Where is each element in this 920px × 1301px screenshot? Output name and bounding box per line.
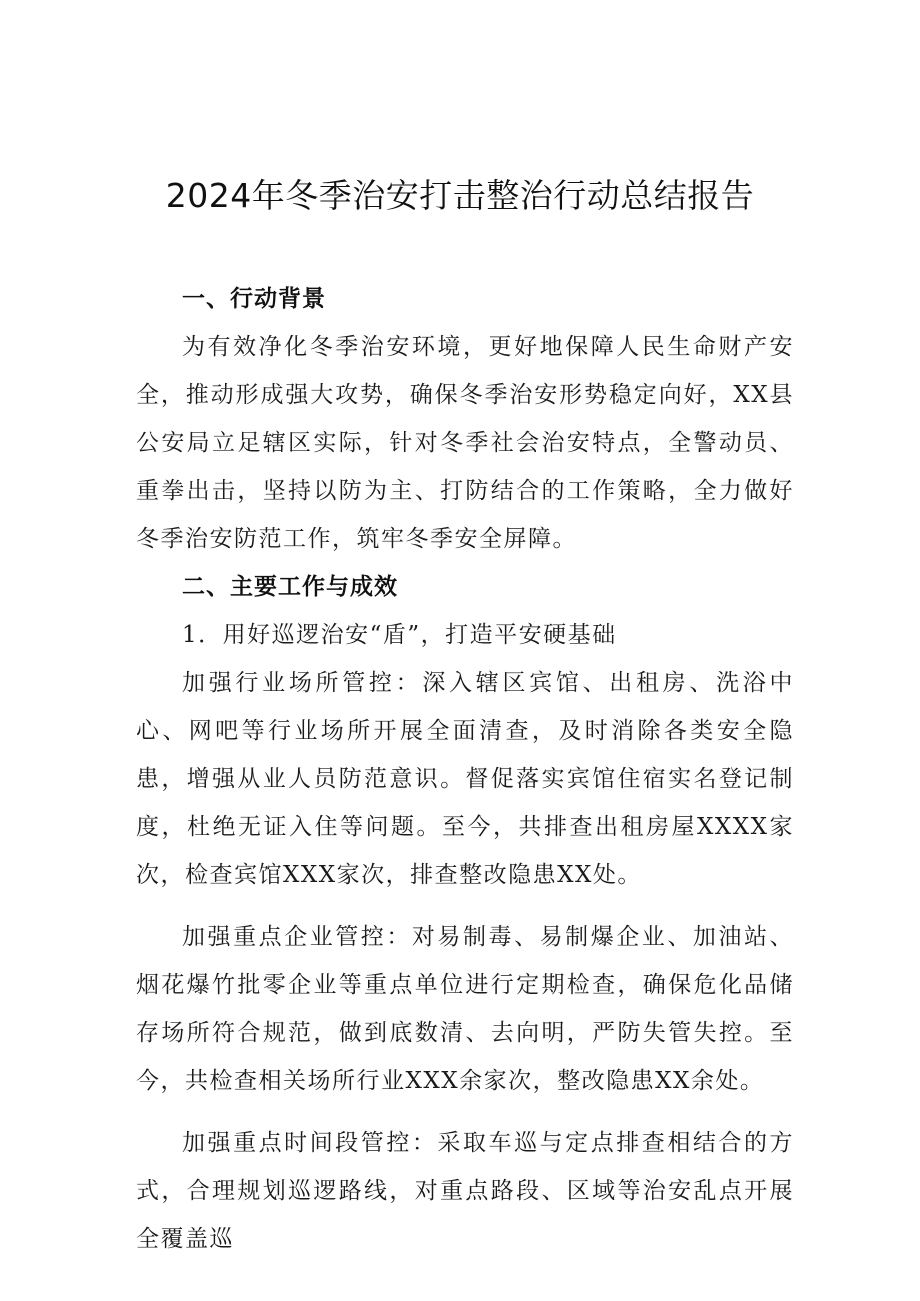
section-heading: 二、主要工作与成效 xyxy=(182,574,398,600)
subsection-heading: 1．用好巡逻治安“盾”，打造平安硬基础 xyxy=(182,622,617,648)
paragraph: 加强重点时间段管控：采取车巡与定点排查相结合的方式，合理规划巡逻路线，对重点路段、区域等治安乱点开展全覆盖巡 xyxy=(136,1130,794,1252)
paragraph: 加强重点企业管控：对易制毒、易制爆企业、加油站、烟花爆竹批零企业等重点单位进行定期检查，确保危化品储存场所符合规范，做到底数清、去向明，严防失管失控。至今，共检查相关场所行业XXX余家次，整改隐患XX余处。 xyxy=(136,924,794,1094)
document-title: 2024年冬季治安打击整治行动总结报告 xyxy=(165,176,755,215)
paragraph: 加强行业场所管控：深入辖区宾馆、出租房、洗浴中心、网吧等行业场所开展全面清查，及时消除各类安全隐患，增强从业人员防范意识。督促落实宾馆住宿实名登记制度，杜绝无证入住等问题。至今，共排查出租房屋XXXX家次，检查宾馆XXX家次，排查整改隐患XX处。 xyxy=(136,670,794,888)
section-background xyxy=(136,275,794,563)
paragraph: 为有效净化冬季治安环境，更好地保障人民生命财产安全，推动形成强大攻势，确保冬季治安形势稳定向好，XX县公安局立足辖区实际，针对冬季社会治安特点，全警动员、重拳出击，坚持以防为主、打防结合的工作策略，全力做好冬季治安防范工作，筑牢冬季安全屏障。 xyxy=(136,334,794,552)
document-body xyxy=(136,275,794,1263)
section-heading: 一、行动背景 xyxy=(182,286,326,312)
section-main-work xyxy=(136,563,794,1263)
